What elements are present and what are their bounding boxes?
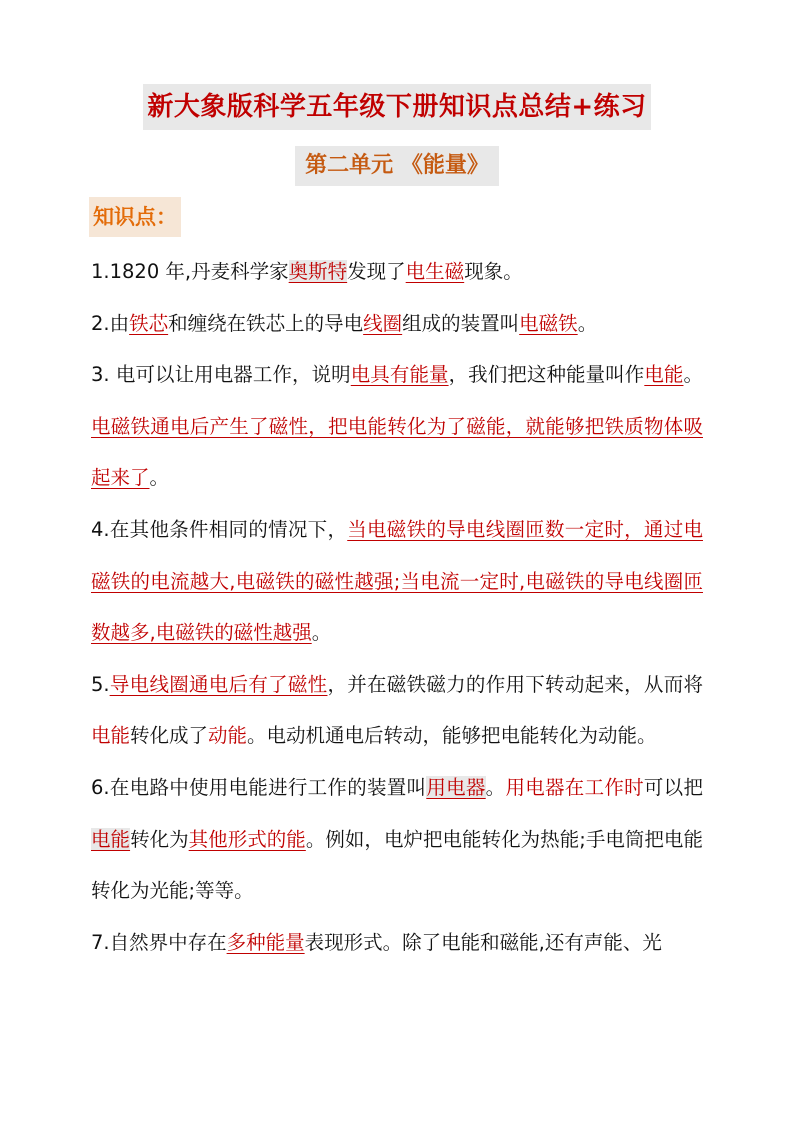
answer-blank: 铁芯 bbox=[129, 311, 169, 335]
answer-blank: 当电磁铁的导电线圈匝数一定时，通过电磁铁的电流越大,电磁铁的磁性越强;当电流一定时,电磁铁的导电线圈匝数越多,电磁铁的磁性越强 bbox=[91, 517, 703, 645]
knowledge-points bbox=[91, 246, 703, 968]
answer-blank: 其他形式的能 bbox=[188, 827, 306, 851]
answer-blank: 电磁铁 bbox=[519, 311, 578, 335]
answer-blank: 电具有能量 bbox=[350, 363, 449, 387]
point-3: 3. 电可以让用电器工作，说明电具有能量，我们把这种能量叫作电能。电磁铁通电后产生了磁性，把电能转化为了磁能，就能够把铁质物体吸起来了。 bbox=[91, 363, 703, 490]
answer-blank: 电生磁 bbox=[405, 260, 465, 283]
point-7: 7.自然界中存在多种能量表现形式。除了电能和磁能,还有声能、光 bbox=[91, 930, 662, 954]
answer-blank: 导电线圈通电后有了磁性 bbox=[109, 672, 328, 696]
answer-blank: 电能 bbox=[91, 827, 131, 851]
answer-blank: 电能 bbox=[644, 363, 684, 387]
point-6: 6.在电路中使用电能进行工作的装置叫用电器。用电器在工作时可以把电能转化为其他形式的能。例如，电炉把电能转化为热能;手电筒把电能转化为光能;等等。 bbox=[91, 775, 703, 903]
point-5: 5.导电线圈通电后有了磁性，并在磁铁磁力的作用下转动起来，从而将电能转化成了动能。电动机通电后转动，能够把电能转化为动能。 bbox=[91, 672, 703, 748]
section-heading: 知识点： bbox=[89, 197, 181, 237]
document-title: 新大象版科学五年级下册知识点总结+练习 bbox=[143, 84, 650, 130]
answer-blank: 电磁铁通电后产生了磁性，把电能转化为了磁能，就能够把铁质物体吸起来了 bbox=[91, 414, 703, 490]
answer-blank: 用电器 bbox=[426, 775, 486, 799]
point-1: 1.1820 年,丹麦科学家奥斯特发现了电生磁现象。 bbox=[91, 260, 523, 283]
answer-blank: 多种能量 bbox=[226, 930, 305, 954]
point-2: 2.由铁芯和缠绕在铁芯上的导电线圈组成的装置叫电磁铁。 bbox=[91, 311, 598, 335]
key-term: 动能 bbox=[208, 724, 248, 748]
answer-blank: 奥斯特 bbox=[288, 260, 348, 283]
point-4: 4.在其他条件相同的情况下，当电磁铁的导电线圈匝数一定时，通过电磁铁的电流越大,电磁铁的磁性越强;当电流一定时,电磁铁的导电线圈匝数越多,电磁铁的磁性越强。 bbox=[91, 517, 703, 645]
key-term: 用电器在工作时 bbox=[505, 775, 644, 799]
unit-heading: 第二单元 《能量》 bbox=[295, 146, 499, 186]
answer-blank: 线圈 bbox=[363, 311, 403, 335]
key-term: 电能 bbox=[91, 724, 131, 748]
